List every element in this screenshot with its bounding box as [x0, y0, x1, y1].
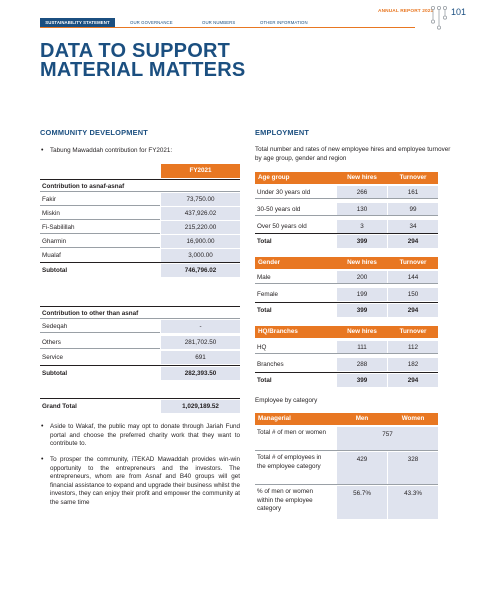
- subtotal-divider: [40, 262, 240, 263]
- women-value: 328: [388, 452, 438, 485]
- page-title-line-1: DATA TO SUPPORT: [40, 40, 231, 62]
- new-hires-value: 3: [337, 220, 387, 233]
- other-than-asnaf-heading: Contribution to other than asnaf: [40, 306, 240, 319]
- annual-report-label: ANNUAL REPORT 2021: [378, 9, 434, 14]
- subtotal-divider: [40, 365, 240, 366]
- age-table-header: [255, 172, 438, 184]
- table-row: [40, 221, 240, 234]
- subtotal-label: Subtotal: [42, 267, 68, 274]
- total-divider: [255, 302, 438, 303]
- grand-total-divider: [40, 398, 240, 399]
- table-row: [255, 288, 438, 301]
- row-value: 215,220.00: [161, 221, 240, 234]
- row-label: Others: [42, 339, 61, 346]
- row-label: Total # of employees in the employee category: [257, 454, 322, 470]
- nav-our-governance[interactable]: OUR GOVERNANCE: [130, 20, 173, 25]
- subtotal-row: [40, 264, 240, 277]
- row-value: 16,900.00: [161, 235, 240, 248]
- fy2021-header: FY2021: [161, 164, 240, 178]
- col-header-turnover: Turnover: [399, 174, 427, 181]
- page-title: [40, 42, 300, 80]
- total-turnover: 294: [388, 374, 438, 387]
- subtotal-value: 282,393.50: [161, 367, 240, 380]
- men-percent-value: 56.7%: [337, 486, 387, 519]
- subtotal-row: [40, 367, 240, 380]
- total-new-hires: 399: [337, 235, 387, 248]
- row-label: Miskin: [42, 210, 60, 217]
- col-header-new-hires: New hires: [347, 259, 377, 266]
- row-label: Gharmin: [42, 238, 67, 245]
- branches-table-header: [255, 326, 438, 338]
- nav-divider: [40, 27, 415, 28]
- col-header-age-group: Age group: [258, 174, 290, 181]
- row-value: 691: [161, 351, 240, 364]
- grand-total-row: [40, 400, 240, 413]
- new-hires-value: 200: [337, 271, 387, 284]
- table-row: [255, 452, 438, 485]
- row-label: Sedeqah: [42, 323, 68, 330]
- col-header-new-hires: New hires: [347, 328, 377, 335]
- row-label: Male: [257, 274, 271, 281]
- row-label: Branches: [257, 361, 284, 368]
- nav-our-numbers[interactable]: OUR NUMBERS: [202, 20, 236, 25]
- new-hires-value: 111: [337, 341, 387, 354]
- table-row: [40, 193, 240, 206]
- top-navigation: [40, 14, 415, 28]
- total-divider: [255, 233, 438, 234]
- table-row: [255, 486, 438, 519]
- employment-title: EMPLOYMENT: [255, 128, 310, 137]
- col-header-women: Women: [401, 415, 425, 422]
- row-label: Service: [42, 354, 63, 361]
- community-development-title: COMMUNITY DEVELOPMENT: [40, 128, 148, 137]
- turnover-value: 182: [388, 358, 438, 371]
- row-label: 30-50 years old: [257, 206, 301, 213]
- col-header-new-hires: New hires: [347, 174, 377, 181]
- turnover-value: 99: [388, 203, 438, 216]
- row-label: Total # of men or women: [257, 429, 326, 436]
- nav-sustainability-statement[interactable]: SUSTAINABILITY STATEMENT: [40, 18, 115, 28]
- jariah-fund-bullet: • Aside to Wakaf, the public may opt to donate through Jariah Fund portal and choose the preferred charity work that they want to contribute to.: [40, 423, 240, 449]
- total-new-hires: 399: [337, 304, 387, 317]
- new-hires-value: 199: [337, 288, 387, 301]
- turnover-value: 34: [388, 220, 438, 233]
- new-hires-value: 130: [337, 203, 387, 216]
- row-value: 281,702.50: [161, 336, 240, 349]
- table-row: [40, 320, 240, 333]
- total-row: [255, 374, 438, 387]
- row-label: Over 50 years old: [257, 223, 307, 230]
- total-label: Total: [257, 377, 272, 384]
- row-value: 3,000.00: [161, 249, 240, 262]
- table-row: [255, 220, 438, 233]
- circuit-decoration-icon: [428, 4, 450, 34]
- col-header-gender: Gender: [258, 259, 281, 266]
- total-label: Total: [257, 307, 272, 314]
- subtotal-value: 746,796.02: [161, 264, 240, 277]
- col-header-hq-branches: HQ/Branches: [258, 328, 298, 335]
- table-row: [40, 351, 240, 364]
- total-turnover: 294: [388, 235, 438, 248]
- total-label: Total: [257, 238, 272, 245]
- men-value: 429: [337, 452, 387, 485]
- new-hires-value: 266: [337, 186, 387, 199]
- community-intro-bullet: • Tabung Mawaddah contribution for FY2021:: [40, 147, 240, 156]
- grand-total-value: 1,029,189.52: [161, 400, 240, 413]
- women-percent-value: 43.3%: [388, 486, 438, 519]
- turnover-value: 161: [388, 186, 438, 199]
- row-value: 437,926.02: [161, 207, 240, 220]
- row-label: Female: [257, 291, 278, 298]
- col-header-managerial: Managerial: [258, 415, 291, 422]
- table-row: [255, 271, 438, 284]
- page-title-line-2: MATERIAL MATTERS: [40, 59, 246, 81]
- col-header-turnover: Turnover: [399, 328, 427, 335]
- total-divider: [255, 372, 438, 373]
- row-label: % of men or women within the employee category: [257, 488, 313, 512]
- row-label: HQ: [257, 344, 267, 351]
- itekad-bullet: • To prosper the community, iTEKAD Mawaddah provides win-win opportunity to the entrepreneurs and the investors. The entrepreneurs, whom are from Asnaf and B40 groups will get financial assistance to expand and upgrade their business whilst the investors, they can enjoy their profit and empower the community at the same time: [40, 456, 240, 507]
- table-row: [255, 341, 438, 354]
- table-row: [40, 249, 240, 262]
- table-row: [40, 207, 240, 220]
- turnover-value: 150: [388, 288, 438, 301]
- grand-total-label: Grand Total: [42, 403, 77, 410]
- new-hires-value: 288: [337, 358, 387, 371]
- turnover-value: 144: [388, 271, 438, 284]
- gender-table-header: [255, 257, 438, 269]
- total-men-or-women-value: 757: [337, 427, 438, 451]
- col-header-turnover: Turnover: [399, 259, 427, 266]
- managerial-table-header: [255, 413, 438, 425]
- col-header-men: Men: [355, 415, 369, 422]
- total-row: [255, 235, 438, 248]
- asnaf-heading: Contribution to asnaf-asnaf: [40, 179, 240, 192]
- page-number: 101: [451, 7, 467, 17]
- total-new-hires: 399: [337, 374, 387, 387]
- row-label: Mualaf: [42, 252, 61, 259]
- nav-other-information[interactable]: OTHER INFORMATION: [260, 20, 308, 25]
- table-row: [255, 358, 438, 371]
- turnover-value: 112: [388, 341, 438, 354]
- subtotal-label: Subtotal: [42, 370, 68, 377]
- employment-intro: Total number and rates of new employee hires and employee turnover by age group, gender and region: [255, 146, 451, 162]
- total-row: [255, 304, 438, 317]
- row-label: Under 30 years old: [257, 189, 311, 196]
- table-row: [255, 203, 438, 216]
- row-value: -: [161, 320, 240, 333]
- employee-category-intro: Employee by category: [255, 397, 318, 404]
- table-row: [40, 235, 240, 248]
- row-value: 73,750.00: [161, 193, 240, 206]
- table-row: [255, 186, 438, 199]
- table-row: [40, 336, 240, 349]
- row-label: Fi-Sabilillah: [42, 224, 75, 231]
- row-label: Fakir: [42, 196, 56, 203]
- table-row: [255, 427, 438, 451]
- total-turnover: 294: [388, 304, 438, 317]
